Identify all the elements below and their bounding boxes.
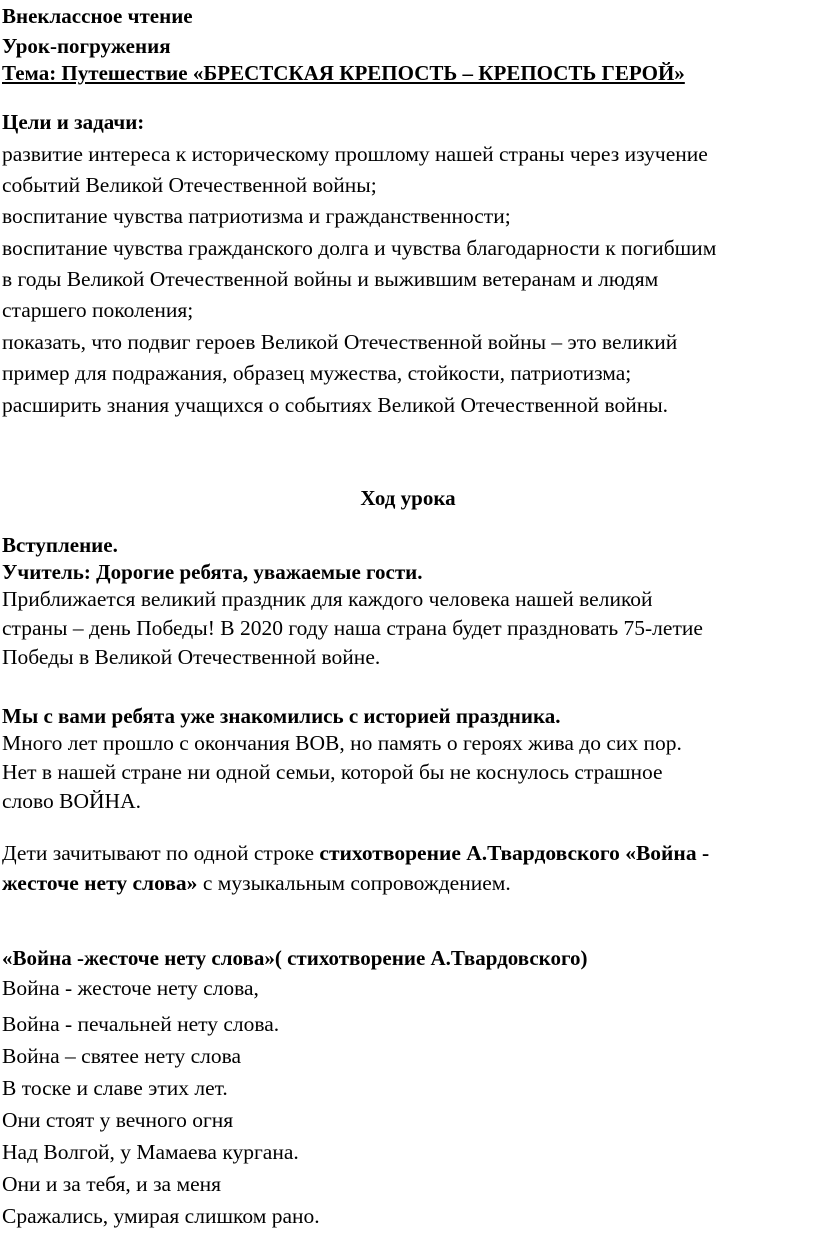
children-reading-line-1 [2,838,709,869]
teacher-heading: Учитель: Дорогие ребята, уважаемые гости. [2,560,423,584]
poem-reference: стихотворение А.Твардовского «Война - [319,841,710,865]
history-line: Нет в нашей стране ни одной семьи, которой бы не коснулось страшное [2,760,663,784]
poem-line: Над Волгой, у Мамаева кургана. [2,1140,299,1164]
history-heading: Мы с вами ребята уже знакомились с историей праздника. [2,704,561,728]
topic-title: Тема: Путешествие «БРЕСТСКАЯ КРЕПОСТЬ – КРЕПОСТЬ ГЕРОЙ» [2,61,685,85]
header-line-2: Урок-погружения [2,34,171,58]
poem-reference-end: жесточе нету слова» [2,871,198,895]
poem-line: Сражались, умирая слишком рано. [2,1204,320,1228]
intro-heading: Вступление. [2,533,118,557]
intro-line: страны – день Победы! В 2020 году наша страна будет праздновать 75-летие [2,616,703,640]
header-line-1: Внеклассное чтение [2,4,193,28]
poem-line: Они стоят у вечного огня [2,1108,234,1132]
children-reading-line-2 [2,868,511,899]
poem-line: В тоске и славе этих лет. [2,1076,228,1100]
goals-line: старшего поколения; [2,298,194,322]
intro-line: Победы в Великой Отечественной войне. [2,645,381,669]
goals-line: показать, что подвиг героев Великой Отечественной войны – это великий [2,330,678,354]
history-line: слово ВОЙНА. [2,789,141,813]
poem-title: «Война -жесточе нету слова»( стихотворение А.Твардовского) [2,946,588,970]
goals-line: событий Великой Отечественной войны; [2,173,377,197]
intro-line: Приближается великий праздник для каждого человека нашей великой [2,587,653,611]
goals-line: развитие интереса к историческому прошлому нашей страны через изучение [2,142,708,166]
goals-line: воспитание чувства патриотизма и гражданственности; [2,204,511,228]
goals-line: расширить знания учащихся о событиях Великой Отечественной войны. [2,393,669,417]
poem-line: Война - печальней нету слова. [2,1012,280,1036]
poem-line: Война - жесточе нету слова, [2,976,259,1000]
children-text-end: с музыкальным сопровождением. [197,871,511,895]
children-text: Дети зачитывают по одной строке [2,841,320,865]
goals-line: пример для подражания, образец мужества, стойкости, патриотизма; [2,361,632,385]
goals-line: в годы Великой Отечественной войны и выжившим ветеранам и людям [2,267,659,291]
history-line: Много лет прошло с окончания ВОВ, но память о героях жива до сих пор. [2,731,682,755]
goals-heading: Цели и задачи: [2,110,145,134]
poem-line: Война – святее нету слова [2,1044,242,1068]
goals-line: воспитание чувства гражданского долга и чувства благодарности к погибшим [2,236,717,260]
poem-line: Они и за тебя, и за меня [2,1172,222,1196]
lesson-title: Ход урока [360,486,456,510]
